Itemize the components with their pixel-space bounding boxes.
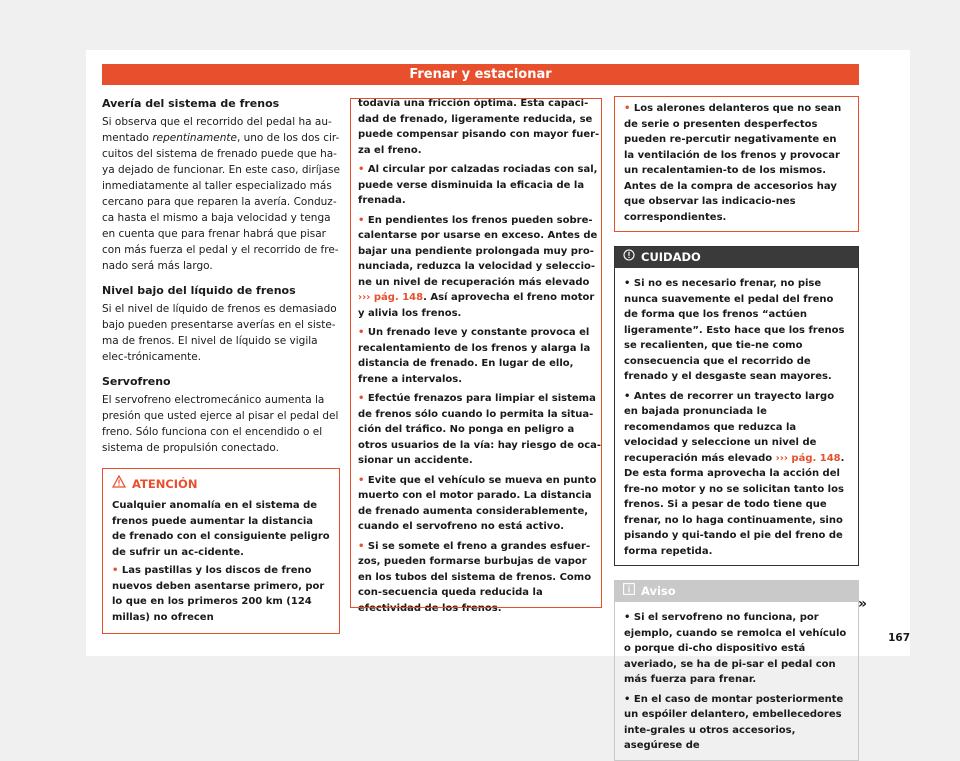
- note-body: [615, 602, 858, 760]
- note-box: [614, 580, 859, 761]
- warning-box-continuation: [614, 96, 859, 232]
- note-bullet-1: • Si el servofreno no funciona, por ejemplo, cuando se remolca el vehículo o porque di-cho dispositivo está averiado, se ha de pi-sar el pedal con más fuerza para frenar.: [624, 612, 847, 685]
- warning-intro: Cualquier anomalía en el sistema de frenos puede aumentar la distancia de frenado con el consiguiente peligro de sufrir un ac-cidente.: [112, 500, 330, 558]
- info-icon: [623, 581, 635, 602]
- column-1: [102, 96, 340, 634]
- caution-header: [615, 247, 858, 268]
- note-title: Aviso: [641, 584, 676, 598]
- heading-brake-failure: Avería del sistema de frenos: [102, 97, 280, 110]
- paragraph-servo: El servofreno electromecánico aumenta la presión que usted ejerce al pisar el pedal del freno. Sólo funciona con el encendido o el sistema de propulsión conectado.: [102, 394, 339, 454]
- warning-continuation: todavía una fricción óptima. Esta capaci-dad de frenado, ligeramente reducida, se puede compensar pisando con mayor fuer-za el freno.: [358, 98, 600, 156]
- column-3: [614, 96, 859, 761]
- warning-title: ATENCIÓN: [132, 476, 198, 491]
- page-number: 167: [888, 632, 910, 644]
- note-header: [615, 581, 858, 602]
- warning-bullet-2: • Al circular por calzadas rociadas con sal, puede verse disminuida la eficacia de la frenada.: [358, 164, 598, 206]
- section-header: Frenar y estacionar: [102, 64, 859, 85]
- warning-bullet-1: • Las pastillas y los discos de freno nuevos deben asentarse primero, por lo que en los primeros 200 km (124 millas) no ofrecen: [112, 565, 325, 623]
- warning-bullet-7: • Si se somete el freno a grandes esfuer-zos, pueden formarse burbujas de vapor en los tubos del sistema de frenos. Como con-secuencia queda reducida la efectividad de los frenos.: [358, 540, 592, 614]
- paragraph-brake-failure: Si observa que el recorrido del pedal ha au-mentado repentinamente, uno de los dos cir-cuitos del sistema de frenado puede que ha-ya dejado de funcionar. En este caso, diríjase inmediatamente al taller especializado más cercano para que reparen la avería. Conduz-ca hasta el mismo a baja velocidad y tenga en cuenta que para frenar habrá que pisar con más fuerza el pedal y el recorrido de fre-nado será más largo.: [102, 116, 340, 272]
- warning-bullet-5: • Efectúe frenazos para limpiar el sistema de frenos sólo cuando lo permita la situa-ción del tráfico. No ponga en peligro a otros usuarios de la vía: hay riesgo de oca-sionar un accidente.: [358, 393, 602, 466]
- exclamation-circle-icon: [623, 247, 635, 268]
- caution-body: [615, 268, 858, 565]
- caution-bullet-2: • Antes de recorrer un trayecto largo en bajada pronunciada le recomendamos que reduzca la velocidad y seleccione un nivel de recuperación más elevado ››› pág. 148. De esta forma aprovecha la acción del fre-no motor y no se solicitan tanto los frenos. Si a pesar de todo tiene que frenar, no lo haga continuamente, sino pisando y qui-tando el pie del freno de forma repetida.: [624, 390, 845, 557]
- heading-servo: Servofreno: [102, 375, 171, 388]
- page-link-148-caution[interactable]: ››› pág. 148: [775, 452, 841, 464]
- warning-box-continuation-frame: [350, 98, 602, 608]
- warning-header: [112, 475, 330, 492]
- warning-bullet-6: • Evite que el vehículo se mueva en punto muerto con el motor parado. La distancia de frenado aumenta considerablemente, cuando el servofreno no está activo.: [358, 474, 597, 532]
- warning-box: [102, 468, 340, 634]
- continue-mark: »: [858, 596, 868, 612]
- paragraph-brake-fluid: Si el nivel de líquido de frenos es demasiado bajo pueden presentarse averías en el siste-ma de frenos. El nivel de líquido se vigila elec-trónicamente.: [102, 303, 337, 363]
- warning-bullet-4: • Un frenado leve y constante provoca el recalentamiento de los frenos y alarga la distancia de frenado. En lugar de ello, frene a intervalos.: [358, 327, 591, 385]
- warning-bullet-3: • En pendientes los frenos pueden sobre-calentarse por usarse en exceso. Antes de bajar una pendiente prolongada muy pro-nunciada, reduzca la velocidad y seleccio-ne un nivel de recuperación más elevado ››› pág. 148. Así aprovecha el freno motor y alivia los frenos.: [358, 214, 598, 319]
- page-link-148[interactable]: ››› pág. 148: [358, 292, 424, 303]
- caution-bullet-1: • Si no es necesario frenar, no pise nunca suavemente el pedal del freno de forma que los frenos “actúen ligeramente”. Esto hace que los frenos se recalienten, que tie-ne como consecuencia que el recorrido de frenado y el desgaste sean mayores.: [624, 278, 845, 382]
- note-bullet-2: • En el caso de montar posteriormente un espóiler delantero, embellecedores inte-grales u otros accesorios, asegúrese de: [624, 693, 844, 751]
- heading-brake-fluid: Nivel bajo del líquido de frenos: [102, 284, 296, 297]
- warning-triangle-icon: [112, 475, 126, 492]
- caution-title: CUIDADO: [641, 250, 701, 264]
- warning-bullet-8: • Los alerones delanteros que no sean de serie o presenten desperfectos pueden re-percutir negativamente en la ventilación de los frenos y provocar un recalentamien-to de los mismos. Antes de la compra de accesorios hay que observar las indicacio-nes correspondientes.: [624, 103, 842, 223]
- caution-box: [614, 246, 859, 566]
